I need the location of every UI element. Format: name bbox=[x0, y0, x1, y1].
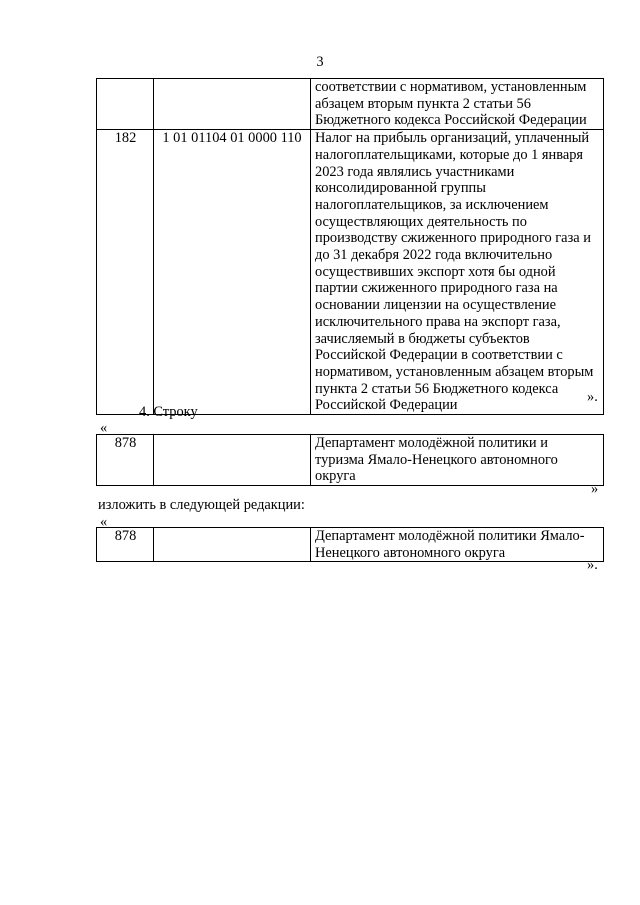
description-cell bbox=[311, 528, 604, 562]
kbk-code-cell bbox=[154, 528, 311, 562]
description-line: партии сжиженного природного газа на bbox=[315, 280, 558, 297]
opening-quote: « bbox=[100, 420, 108, 436]
old-row-table bbox=[96, 434, 604, 486]
description-line: соответствии с нормативом, установленным bbox=[315, 79, 587, 95]
description-line: Российской Федерации в соответствии с bbox=[315, 347, 563, 364]
table-row bbox=[97, 435, 604, 486]
description-line: осуществивших экспорт хотя бы одной bbox=[315, 263, 556, 280]
description-line: налогоплательщиков, за исключением bbox=[315, 196, 549, 213]
kbk-code-cell: 1 01 01104 01 0000 110 bbox=[154, 130, 311, 415]
description-line: консолидированной группы bbox=[315, 180, 486, 197]
description-line: округа bbox=[315, 468, 356, 485]
description-line: до 31 декабря 2022 года включительно bbox=[315, 247, 553, 264]
page-number: 3 bbox=[316, 54, 324, 70]
opening-quote: « bbox=[100, 514, 108, 530]
closing-quote: » bbox=[591, 481, 599, 497]
description-line: осуществляющих деятельность по bbox=[315, 213, 527, 230]
admin-code-cell: 182 bbox=[97, 130, 154, 415]
description-line: 2023 года являлись участниками bbox=[315, 163, 515, 180]
kbk-code-cell bbox=[154, 79, 311, 130]
admin-code-cell bbox=[97, 79, 154, 130]
admin-code-cell: 878 bbox=[97, 528, 154, 562]
description-line: производству сжиженного природного газа и bbox=[315, 230, 591, 247]
description-cell bbox=[311, 435, 604, 486]
item-4-heading: 4. Строку bbox=[139, 404, 198, 420]
new-row-table bbox=[96, 527, 604, 562]
description-line: нормативом, установленным абзацем вторым bbox=[315, 363, 594, 380]
description-line: пункта 2 статьи 56 Бюджетного кодекса bbox=[315, 380, 559, 397]
kbk-code-cell bbox=[154, 435, 311, 486]
description-line: абзацем вторым пункта 2 статьи 56 bbox=[315, 95, 531, 112]
admin-code-cell: 878 bbox=[97, 435, 154, 486]
description-cell bbox=[311, 79, 604, 130]
description-line: основании лицензии на осуществление bbox=[315, 297, 556, 314]
description-line: исключительного права на экспорт газа, bbox=[315, 313, 561, 330]
description-line: Ненецкого автономного округа bbox=[315, 544, 506, 561]
description-line: Налог на прибыль организаций, уплаченный bbox=[315, 130, 590, 147]
replace-instruction: изложить в следующей редакции: bbox=[98, 497, 305, 513]
description-line: Бюджетного кодекса Российской Федерации bbox=[315, 112, 587, 129]
table-row bbox=[97, 79, 604, 130]
description-line: Департамент молодёжной политики Ямало- bbox=[315, 528, 585, 544]
table-row bbox=[97, 528, 604, 562]
description-line: налогоплательщиками, которые до 1 января bbox=[315, 146, 584, 163]
description-line: Российской Федерации bbox=[315, 397, 458, 414]
description-cell bbox=[311, 130, 604, 415]
table-row bbox=[97, 130, 604, 415]
description-line: Департамент молодёжной политики и bbox=[315, 435, 548, 451]
closing-quote: ». bbox=[587, 389, 598, 405]
closing-quote: ». bbox=[587, 557, 598, 573]
description-line: туризма Ямало-Ненецкого автономного bbox=[315, 451, 558, 468]
budget-codes-table bbox=[96, 78, 604, 415]
description-line: зачисляемый в бюджеты субъектов bbox=[315, 330, 530, 347]
